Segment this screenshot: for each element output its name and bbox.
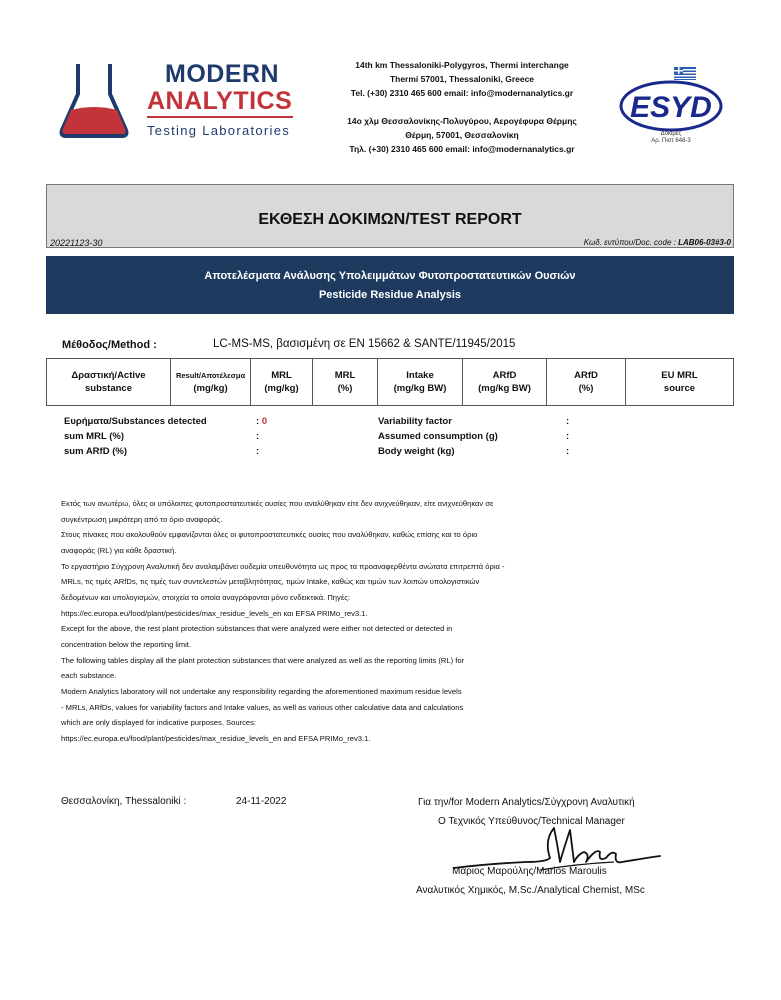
summary-labels-left [64, 414, 207, 459]
col-intake-line: Intake [406, 370, 434, 381]
analysis-banner [46, 256, 734, 314]
report-number: 20221123-30 [50, 238, 103, 248]
col-arfd-percent-line: (%) [578, 383, 594, 394]
report-title: ΕΚΘΕΣΗ ΔΟΚΙΜΩΝ/TEST REPORT [258, 211, 522, 228]
banner-title-greek: Αποτελέσματα Ανάλυσης Υπολειμμάτων Φυτοπροστατευτικών Ουσιών [204, 270, 576, 282]
summary-values-left [256, 414, 267, 459]
col-arfd-mgkg [463, 359, 547, 405]
assumed-consumption-value: : [566, 431, 570, 442]
doc-code-label: Κωδ. εντύπου/Doc. code : [583, 238, 676, 247]
col-arfd-percent-line: ARfD [574, 370, 598, 381]
doc-code [584, 238, 731, 247]
col-mrl-mgkg-line: MRL [271, 370, 292, 381]
sources-link-en: https://ec.europa.eu/food/plant/pesticides/max_residue_levels_en and EFSA PRIMo_rev3.1. [61, 733, 371, 743]
col-arfd-mgkg-line: ARfD [492, 370, 517, 381]
esyd-caption [614, 131, 728, 145]
address-en-line: Thermi 57001, Thessaloniki, Greece [389, 73, 535, 84]
colon: : [256, 416, 262, 427]
greek-flag-icon [674, 67, 696, 80]
col-eu-mrl-line: source [663, 383, 696, 394]
col-arfd-percent [547, 359, 626, 405]
col-result-line: Result/Αποτέλεσμα [175, 371, 246, 380]
col-eu-mrl-source [626, 359, 733, 405]
variability-factor-label: Variability factor [378, 416, 452, 427]
logo-tagline: Testing Laboratories [147, 123, 291, 138]
summary-labels-right [378, 414, 498, 459]
col-substance-line: substance [85, 383, 132, 394]
col-mrl-mgkg-line: (mg/kg) [264, 383, 299, 394]
esyd-caption-line: Δοκιμές [660, 131, 682, 137]
logo-divider [147, 116, 293, 118]
esyd-caption-line: Αρ. Πιστ 848-3 [651, 138, 691, 144]
logo-text-modern: MODERN [165, 60, 280, 88]
col-substance-line: Δραστική/Active [71, 370, 146, 381]
sum-mrl-label: sum MRL (%) [64, 431, 124, 442]
disclaimer-line: Το εργαστήριο Σύγχρονη Αναλυτική δεν αναλαμβάνει ουδεμία υπευθυνότητα ως προς τα προαναφερθέντα ανώτατα επιτρεπτά όρια - [61, 561, 505, 571]
signatory-name: Μάριος Μαρούλης/Marios Maroulis [452, 866, 607, 877]
disclaimer-line: συγκέντρωση μικρότερη από το όριο αναφοράς. [61, 514, 223, 524]
address-en-line: Tel. (+30) 2310 465 600 email: info@modernanalytics.gr [350, 87, 574, 98]
disclaimer-line: Modern Analytics laboratory will not undertake any responsibility regarding the aforementioned maximum residue levels [61, 686, 462, 696]
address-greek [328, 115, 596, 156]
col-result [171, 359, 251, 405]
disclaimer-line: each substance. [61, 671, 117, 681]
disclaimer-line: δεδομένων και υπολογισμών, στοιχεία τα οποία αναγράφονται μόνο ενδεικτικά. Πηγές: [61, 592, 350, 602]
method-value: LC-MS-MS, βασισμένη σε EN 15662 & SANTE/11945/2015 [213, 338, 516, 350]
svg-text:ESYD: ESYD [630, 91, 712, 124]
sum-arfd-label: sum ARfD (%) [64, 446, 127, 457]
flask-logo-icon [58, 60, 130, 140]
detected-count: 0 [261, 416, 268, 427]
address-en-line: 14th km Thessaloniki-Polygyros, Thermi interchange [355, 60, 569, 70]
col-intake [378, 359, 463, 405]
signatory-for-line: Για την/for Modern Analytics/Σύγχρονη Αναλυτική [418, 797, 635, 808]
variability-factor-value: : [566, 416, 570, 427]
sum-mrl-value: : [256, 431, 260, 442]
assumed-consumption-label: Assumed consumption (g) [378, 431, 498, 442]
disclaimer-line: MRLs, τις τιμές ARfDs, τις τιμές των συντελεστών μεταβλητότητας, τιμών Intake, καθώς και τιμών των λοιπών υπολογιστικών [61, 577, 480, 587]
col-eu-mrl-line: EU MRL [661, 370, 698, 381]
signatory-title: Αναλυτικός Χημικός, M.Sc./Analytical Chemist, MSc [416, 885, 645, 896]
col-mrl-mgkg [251, 359, 313, 405]
results-table-header [46, 358, 734, 406]
disclaimer-line: The following tables display all the plant protection substances that were analyzed as well as the reporting limits (RL) for [61, 655, 465, 665]
col-intake-line: (mg/kg BW) [393, 383, 447, 394]
address-gr-line: Τηλ. (+30) 2310 465 600 email: info@modernanalytics.gr [349, 143, 575, 154]
col-mrl-percent-line: (%) [337, 383, 353, 394]
place-label: Θεσσαλονίκη, Thessaloniki : [61, 796, 187, 807]
summary-values-right [566, 414, 569, 459]
disclaimer-line: αναφοράς (RL) για κάθε δραστική. [61, 545, 177, 555]
substances-detected-label: Ευρήματα/Substances detected [64, 416, 207, 427]
address-gr-line: 14ο χλμ Θεσσαλονίκης-Πολυγύρου, Αερογέφυρα Θέρμης [347, 116, 577, 126]
method-label: Μέθοδος/Method : [62, 339, 157, 351]
disclaimer-line: which are only displayed for indicative purposes. Sources: [61, 718, 257, 728]
body-weight-value: : [566, 446, 570, 457]
sources-link-gr: https://ec.europa.eu/food/plant/pesticides/max_residue_levels_en και EFSA PRIMo_rev3.1. [61, 608, 368, 618]
col-mrl-percent [313, 359, 378, 405]
col-arfd-mgkg-line: (mg/kg BW) [478, 383, 531, 394]
address-gr-line: Θέρμη, 57001, Θεσσαλονίκη [405, 129, 519, 140]
address-english [328, 59, 596, 100]
disclaimer-line: Except for the above, the rest plant protection substances that were analyzed were either not detected or detected in [61, 624, 453, 634]
body-weight-label: Body weight (kg) [378, 446, 455, 457]
col-substance [47, 359, 171, 405]
disclaimer-line: concentration below the reporting limit. [61, 639, 192, 649]
report-date: 24-11-2022 [236, 796, 287, 807]
substances-detected-value [256, 414, 267, 429]
banner-title-english: Pesticide Residue Analysis [318, 289, 462, 301]
signatory-role: Ο Τεχνικός Υπεύθυνος/Technical Manager [438, 816, 625, 827]
disclaimer-text [61, 496, 661, 747]
col-mrl-percent-line: MRL [334, 370, 356, 381]
disclaimer-line: - MRLs, ARfDs, values for variability factors and Intake values, as well as various other calculative data and calculations [61, 702, 464, 712]
disclaimer-line: Στους πίνακες που ακολουθούν εμφανίζονται όλες οι φυτοπροστατευτικές ουσίες που αναλύθηκαν, καθώς επίσης και το όριο [61, 530, 478, 540]
logo-text-analytics: ANALYTICS [147, 87, 293, 115]
col-result-line: (mg/kg) [193, 383, 228, 394]
disclaimer-line: Εκτός των ανωτέρω, όλες οι υπόλοιπες φυτοπροστατευτικές ουσίες που αναλύθηκαν είτε δεν ανιχνεύθηκαν, είτε ανιχνεύθηκαν σε [61, 499, 494, 508]
doc-code-value: LAB06-03#3-0 [678, 238, 731, 247]
sum-arfd-value: : [256, 446, 260, 457]
